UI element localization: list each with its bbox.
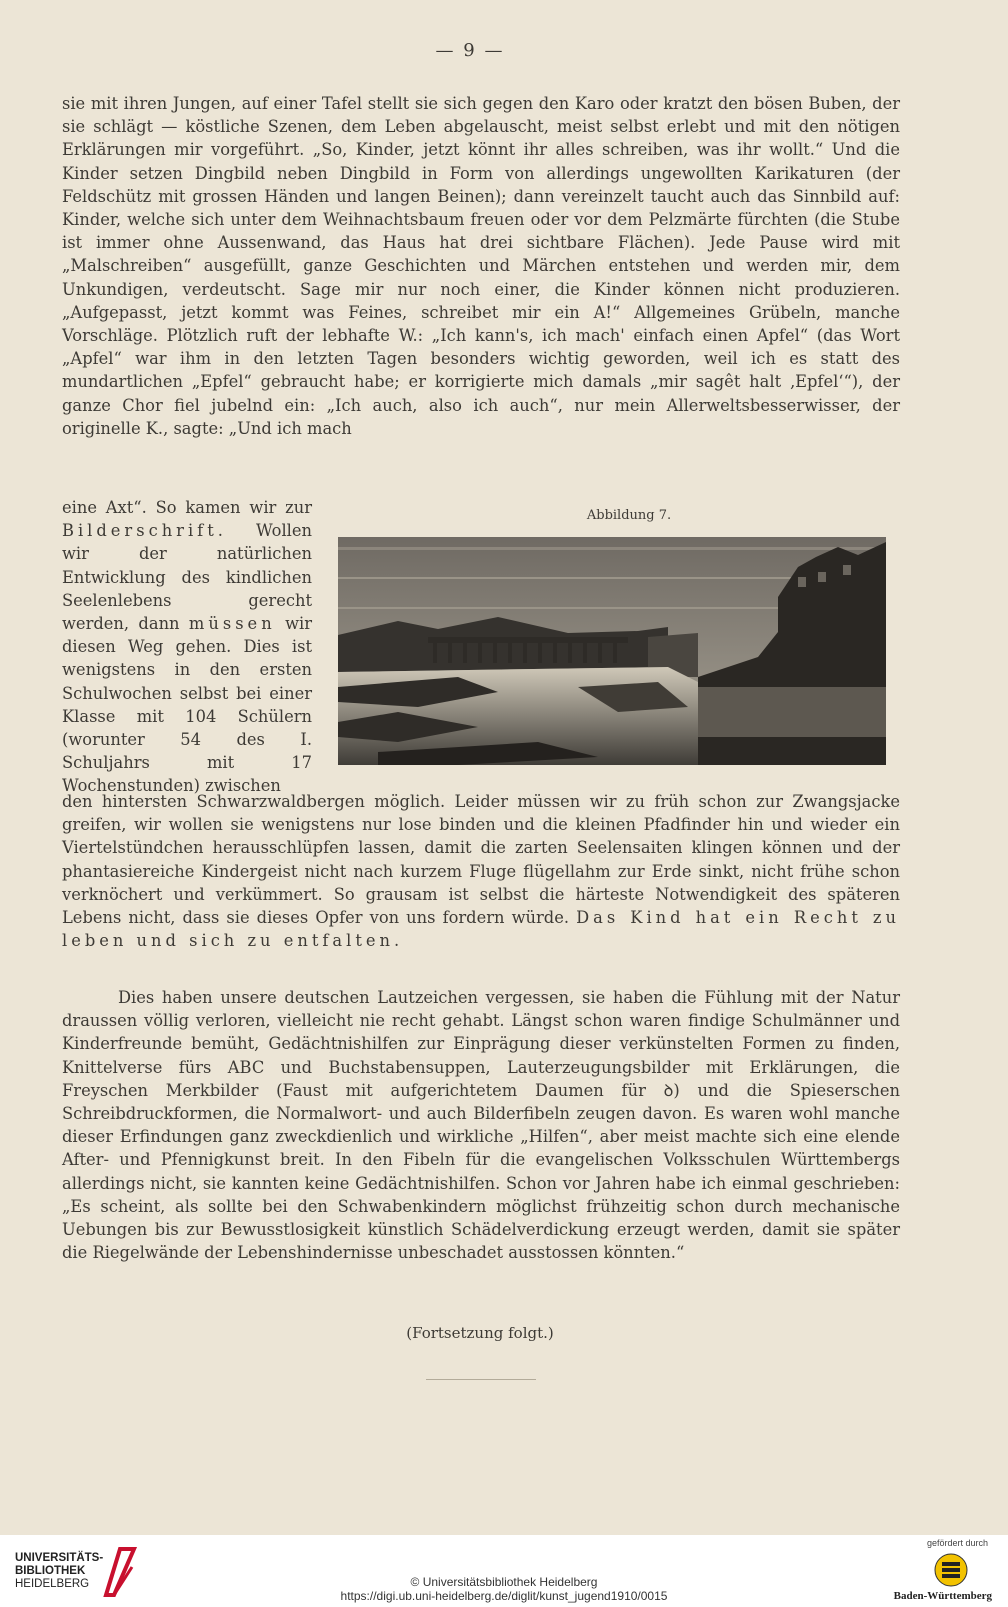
paragraph-4 [62, 986, 900, 1264]
paragraph-3-main: den hintersten Schwarzwaldbergen möglich. Leider müssen wir zu früh schon zur Zwangsjacke greifen, wir wollen sie wenigstens nur lose binden und die kleinen Pfadfinder hin und wieder ein Viertelstündchen herausschlüpfen lassen, damit die zarten Seelensaiten klingen können und der phantasiereiche Kindergeist nicht nach kurzem Fluge flügellahm zur Erde sinkt, nicht frühe schon verknöchert und verkümmert. So grausam ist selbst die härteste Notwendigkeit des späteren Lebens nicht, dass sie dieses Opfer von uns fordern würde. [62, 792, 900, 928]
left-col-b: Wollen wir der natürlichen Entwicklung des kindlichen Seelenlebens gerecht werden, dann [62, 521, 312, 634]
figure-7 [338, 508, 900, 765]
bw-label[interactable]: Baden-Württemberg [893, 1590, 992, 1602]
left-col-a: eine Axt“. So kamen wir zur [62, 498, 312, 517]
paragraph-3-text [62, 790, 900, 952]
figure-caption: Abbildung 7. [586, 508, 672, 523]
left-col-c: wir diesen Weg gehen. Dies ist wenigstens in den ersten Schulwochen selbst bei einer Klasse mit 104 Schülern (worunter 54 des I. Schuljahrs mit 17 Wochenstunden) zwischen [62, 614, 312, 796]
figure-photo [338, 537, 886, 765]
paragraph-3 [62, 790, 900, 952]
page-number: — 9 — [435, 40, 505, 61]
paragraph-1 [62, 92, 900, 440]
left-column-text [62, 496, 312, 798]
source-url-link[interactable]: https://digi.ub.uni-heidelberg.de/diglit/kunst_jugend1910/0015 [340, 1589, 668, 1603]
ub-line-1: UNIVERSITÄTS- [15, 1552, 104, 1564]
footer-bar [0, 1535, 1008, 1607]
ub-line-3: HEIDELBERG [15, 1578, 90, 1590]
paragraph-3-spaced: Das Kind hat ein Recht zu leben und sich zu entfalten. [62, 908, 900, 951]
divider-rule [426, 1379, 536, 1380]
spaced-bilderschrift: Bilderschrift. [62, 521, 227, 541]
paragraph-4-text: Dies haben unsere deutschen Lautzeichen vergessen, sie haben die Fühlung mit der Natur draussen völlig verloren, vielleicht nie recht gehabt. Längst schon waren findige Schulmänner und Kinderfreunde bemüht, Gedächtnishilfen zur Einprägung dieser verkünstelten Formen zu finden, Knittelverse fürs ABC und Buchstabensuppen, Lauterzeugungsbilder mit Erklärungen, die Freyschen Merkbilder (Faust mit aufgerichtetem Daumen für ꝺ) und die Spieserschen Schreibdruckformen, die Normalwort- und auch Bilderfibeln zeugen davon. Es waren wohl manche dieser Erfindungen ganz zweckdienlich und wirkliche „Hilfen“, aber meist machte sich eine elende After- und Pfennigkunst breit. In den Fibeln für die evangelischen Volksschulen Württembergs allerdings nicht, sie kannten keine Gedächtnishilfen. Schon vor Jahren habe ich einmal geschrieben: „Es scheint, als sollte bei den Schwabenkindern möglichst frühzeitig schon durch mechanische Uebungen bis zur Bewusstlosigkeit künstlich Schädelverdickung erzeugt werden, damit sie später die Riegelwände der Lebenshindernisse unbeschadet ausstossen könnten.“ [62, 988, 900, 1263]
ub-line-2: BIBLIOTHEK [15, 1565, 86, 1577]
funded-by-label: gefördert durch [926, 1538, 988, 1548]
bw-coat-of-arms-icon [934, 1553, 968, 1587]
copyright-text: © Universitätsbibliothek Heidelberg [410, 1575, 598, 1589]
paragraph-1-text: sie mit ihren Jungen, auf einer Tafel stellt sie sich gegen den Karo oder kratzt den bösen Buben, der sie schlägt — köstliche Szenen, dem Leben abgelauscht, meist selbst erlebt und mit den nötigen Erklärungen mir vorgeführt. „So, Kinder, jetzt könnt ihr alles schreiben, was ihr wollt.“ Und die Kinder setzen Dingbild neben Dingbild in Form von allerdings ungewollten Karikaturen (der Feldschütz mit grossen Händen und langen Beinen); dann vereinzelt taucht auch das Sinnbild auf: Kinder, welche sich unter dem Weihnachtsbaum freuen oder vor dem Pelzmärte fürchten (die Stube ist immer ohne Aussenwand, das Haus hat drei sichtbare Flächen). Jede Pause wird mit „Malschreiben“ ausgefüllt, ganze Geschichten und Märchen entstehen und werden mir, dem Unkundigen, verdeutscht. Sage mir nur noch einer, die Kinder können nicht produzieren. „Aufgepasst, jetzt kommt was Feines, schreibet mir ein A!“ Allgemeines Grübeln, manche Vorschläge. Plötzlich ruft der lebhafte W.: „Ich kann's, ich mach' einfach einen Apfel“ (das Wort „Apfel“ war ihm in den letzten Tagen besonders wichtig geworden, weil ich es statt des mundartlichen „Epfel“ gebraucht habe; er korrigierte mich damals „mir sagêt halt ‚Epfel‘“), der ganze Chor fiel jubelnd ein: „Ich auch, also ich auch“, nur mein Allerweltsbesserwisser, der originelle K., sagte: „Und ich mach [62, 94, 900, 438]
left-column-paragraph [62, 496, 312, 798]
continued-note: (Fortsetzung folgt.) [406, 1324, 554, 1342]
spaced-muessen: müssen [188, 614, 276, 634]
